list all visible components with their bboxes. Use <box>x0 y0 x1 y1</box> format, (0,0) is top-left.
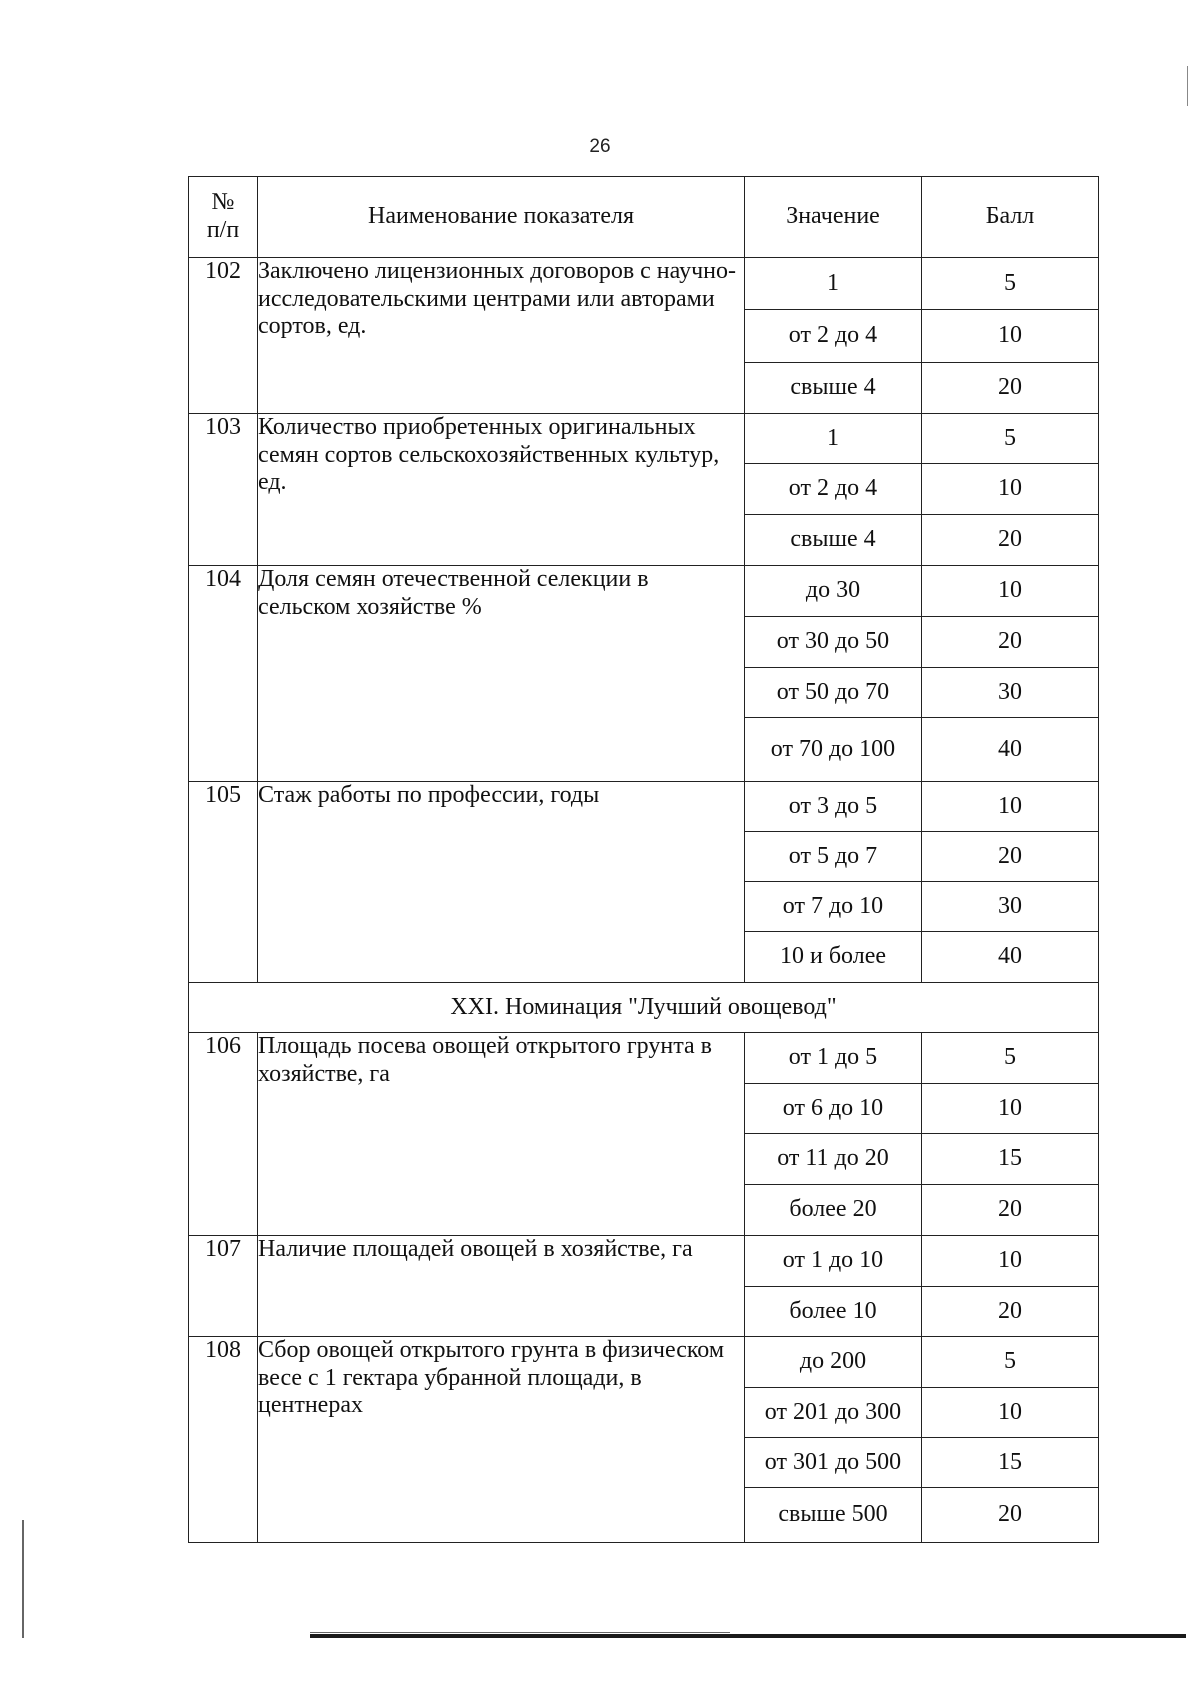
score-cell: 20 <box>922 1287 1099 1337</box>
score-cell: 15 <box>922 1438 1099 1488</box>
value-cell: 1 <box>745 414 922 464</box>
score-cell: 10 <box>922 1236 1099 1287</box>
score-cell: 5 <box>922 1033 1099 1084</box>
indicator-name: Наличие площадей овощей в хозяйстве, га <box>258 1236 745 1337</box>
scan-edge-line <box>22 1520 24 1638</box>
value-cell: от 70 до 100 <box>745 718 922 782</box>
value-cell: свыше 4 <box>745 363 922 414</box>
score-cell: 20 <box>922 1488 1099 1543</box>
row-number: 103 <box>189 414 258 566</box>
value-cell: от 1 до 10 <box>745 1236 922 1287</box>
scan-bottom-bar <box>310 1634 1186 1638</box>
table-row <box>189 414 1099 464</box>
score-cell: 10 <box>922 782 1099 832</box>
value-cell: от 3 до 5 <box>745 782 922 832</box>
table-row <box>189 258 1099 310</box>
indicator-name: Стаж работы по профессии, годы <box>258 782 745 983</box>
header-name: Наименование показателя <box>258 177 745 258</box>
score-cell: 5 <box>922 1337 1099 1388</box>
value-cell: более 10 <box>745 1287 922 1337</box>
score-cell: 20 <box>922 1185 1099 1236</box>
table-row <box>189 1236 1099 1287</box>
value-cell: 10 и более <box>745 932 922 983</box>
value-cell: свыше 500 <box>745 1488 922 1543</box>
score-cell: 40 <box>922 932 1099 983</box>
score-cell: 15 <box>922 1134 1099 1185</box>
row-number: 108 <box>189 1337 258 1543</box>
scan-edge-line <box>1187 66 1188 106</box>
score-cell: 20 <box>922 363 1099 414</box>
section-row <box>189 983 1099 1033</box>
indicator-name: Доля семян отечественной селекции в сельском хозяйстве % <box>258 566 745 782</box>
table-row <box>189 782 1099 832</box>
header-value: Значение <box>745 177 922 258</box>
value-cell: 1 <box>745 258 922 310</box>
header-number <box>189 177 258 258</box>
indicators-table <box>188 176 1099 1543</box>
indicator-name: Количество приобретенных оригинальных семян сортов сельскохозяйственных культур, ед. <box>258 414 745 566</box>
score-cell: 20 <box>922 832 1099 882</box>
row-number: 102 <box>189 258 258 414</box>
value-cell: от 11 до 20 <box>745 1134 922 1185</box>
scan-bottom-bar <box>310 1632 730 1633</box>
score-cell: 10 <box>922 1084 1099 1134</box>
value-cell: от 2 до 4 <box>745 464 922 515</box>
row-number: 104 <box>189 566 258 782</box>
indicator-name: Сбор овощей открытого грунта в физическом весе с 1 гектара убранной площади, в центнерах <box>258 1337 745 1543</box>
score-cell: 10 <box>922 310 1099 363</box>
value-cell: от 1 до 5 <box>745 1033 922 1084</box>
row-number: 105 <box>189 782 258 983</box>
value-cell: от 30 до 50 <box>745 617 922 668</box>
table-row <box>189 1033 1099 1084</box>
value-cell: от 6 до 10 <box>745 1084 922 1134</box>
header-score: Балл <box>922 177 1099 258</box>
value-cell: от 50 до 70 <box>745 668 922 718</box>
value-cell: свыше 4 <box>745 515 922 566</box>
score-cell: 5 <box>922 414 1099 464</box>
table-header-row <box>189 177 1099 258</box>
score-cell: 30 <box>922 668 1099 718</box>
table-row <box>189 566 1099 617</box>
indicator-name: Площадь посева овощей открытого грунта в хозяйстве, га <box>258 1033 745 1236</box>
score-cell: 10 <box>922 1388 1099 1438</box>
header-number-label: № п/п <box>206 189 240 243</box>
section-title: XXI. Номинация "Лучший овощевод" <box>189 983 1099 1033</box>
score-cell: 40 <box>922 718 1099 782</box>
score-cell: 30 <box>922 882 1099 932</box>
score-cell: 10 <box>922 566 1099 617</box>
score-cell: 20 <box>922 515 1099 566</box>
indicator-name: Заключено лицензионных договоров с научно-исследовательскими центрами или авторами сортов, ед. <box>258 258 745 414</box>
value-cell: до 200 <box>745 1337 922 1388</box>
score-cell: 5 <box>922 258 1099 310</box>
value-cell: до 30 <box>745 566 922 617</box>
score-cell: 10 <box>922 464 1099 515</box>
value-cell: от 5 до 7 <box>745 832 922 882</box>
value-cell: от 7 до 10 <box>745 882 922 932</box>
value-cell: от 2 до 4 <box>745 310 922 363</box>
table-row <box>189 1337 1099 1388</box>
value-cell: от 201 до 300 <box>745 1388 922 1438</box>
row-number: 106 <box>189 1033 258 1236</box>
page-number: 26 <box>589 136 611 157</box>
value-cell: от 301 до 500 <box>745 1438 922 1488</box>
row-number: 107 <box>189 1236 258 1337</box>
value-cell: более 20 <box>745 1185 922 1236</box>
score-cell: 20 <box>922 617 1099 668</box>
